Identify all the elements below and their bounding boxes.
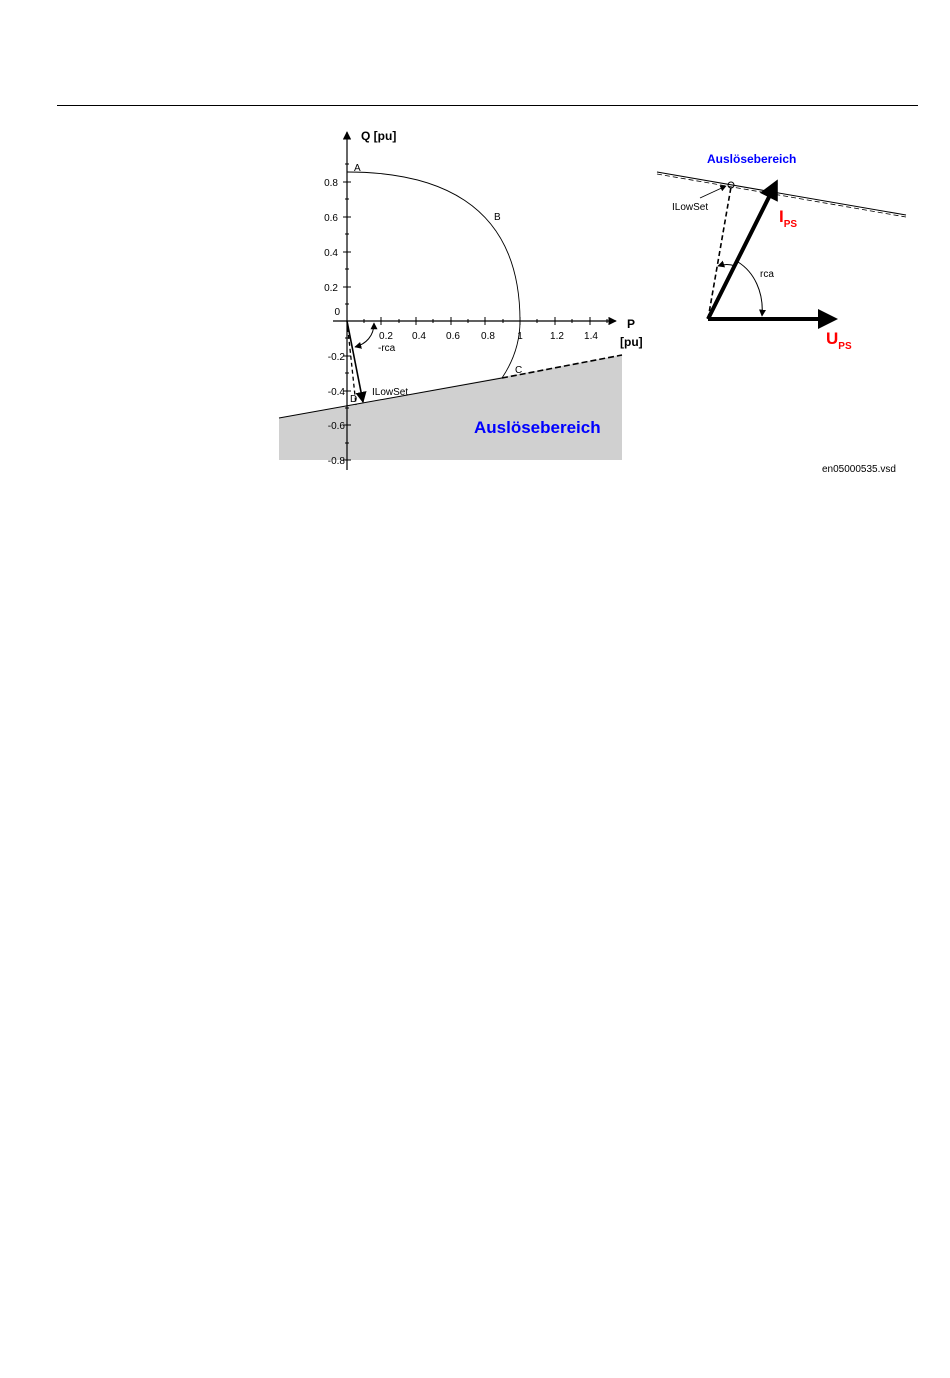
ups-label: $U_{PS}$ [826, 329, 852, 352]
point-d-label: D [350, 394, 358, 405]
q-tick-label: -0.6 [327, 421, 345, 432]
ips-phasor [708, 183, 776, 319]
phasor-rca-arc [738, 262, 762, 316]
q-tick-label: -0.8 [327, 456, 345, 467]
p-tick-label: 0.4 [412, 331, 426, 342]
q-tick-label: -0.2 [327, 352, 345, 363]
point-a-label: A [354, 163, 361, 174]
rca-angle-label: -rca [378, 343, 396, 354]
p-tick-label: 1.4 [584, 331, 598, 342]
ilowset-vector [347, 321, 363, 402]
trip-region [279, 355, 622, 460]
ilowset-label: ILowSet [372, 387, 409, 398]
ilowset-leader [700, 186, 726, 198]
rca-angle-arc [355, 323, 374, 347]
p-tick-label: 0.8 [481, 331, 495, 342]
origin-label: 0 [334, 307, 340, 318]
pq-diagram [279, 129, 643, 470]
phasor-rca-label: rca [760, 269, 774, 280]
p-tick-label: 0.6 [446, 331, 460, 342]
phasor-diagram [657, 152, 906, 352]
trip-region-label: Auslösebereich [474, 418, 601, 437]
p-tick-label: 0.2 [379, 331, 393, 342]
q-tick-label: 0.4 [324, 248, 338, 259]
q-axis-label: Q [pu] [361, 129, 397, 143]
phasor-trip-region-label: Auslösebereich [707, 152, 797, 166]
ips-label: $I_{PS}$ [779, 207, 798, 230]
point-b-label: B [494, 212, 501, 223]
q-tick-label: -0.4 [327, 387, 345, 398]
p-axis-unit: [pu] [620, 335, 643, 349]
p-tick-label: 1.2 [550, 331, 564, 342]
q-tick-label: 0.6 [324, 213, 338, 224]
p-tick-label: 1 [517, 331, 523, 342]
q-tick-label: 0.8 [324, 178, 338, 189]
phasor-ilowset-label: ILowSet [672, 202, 709, 213]
p-axis-label: P [627, 317, 636, 331]
file-reference: en05000535.vsd [822, 464, 896, 475]
q-tick-label: 0.2 [324, 283, 338, 294]
point-c-label: C [515, 365, 523, 376]
capability-curve [347, 172, 523, 378]
